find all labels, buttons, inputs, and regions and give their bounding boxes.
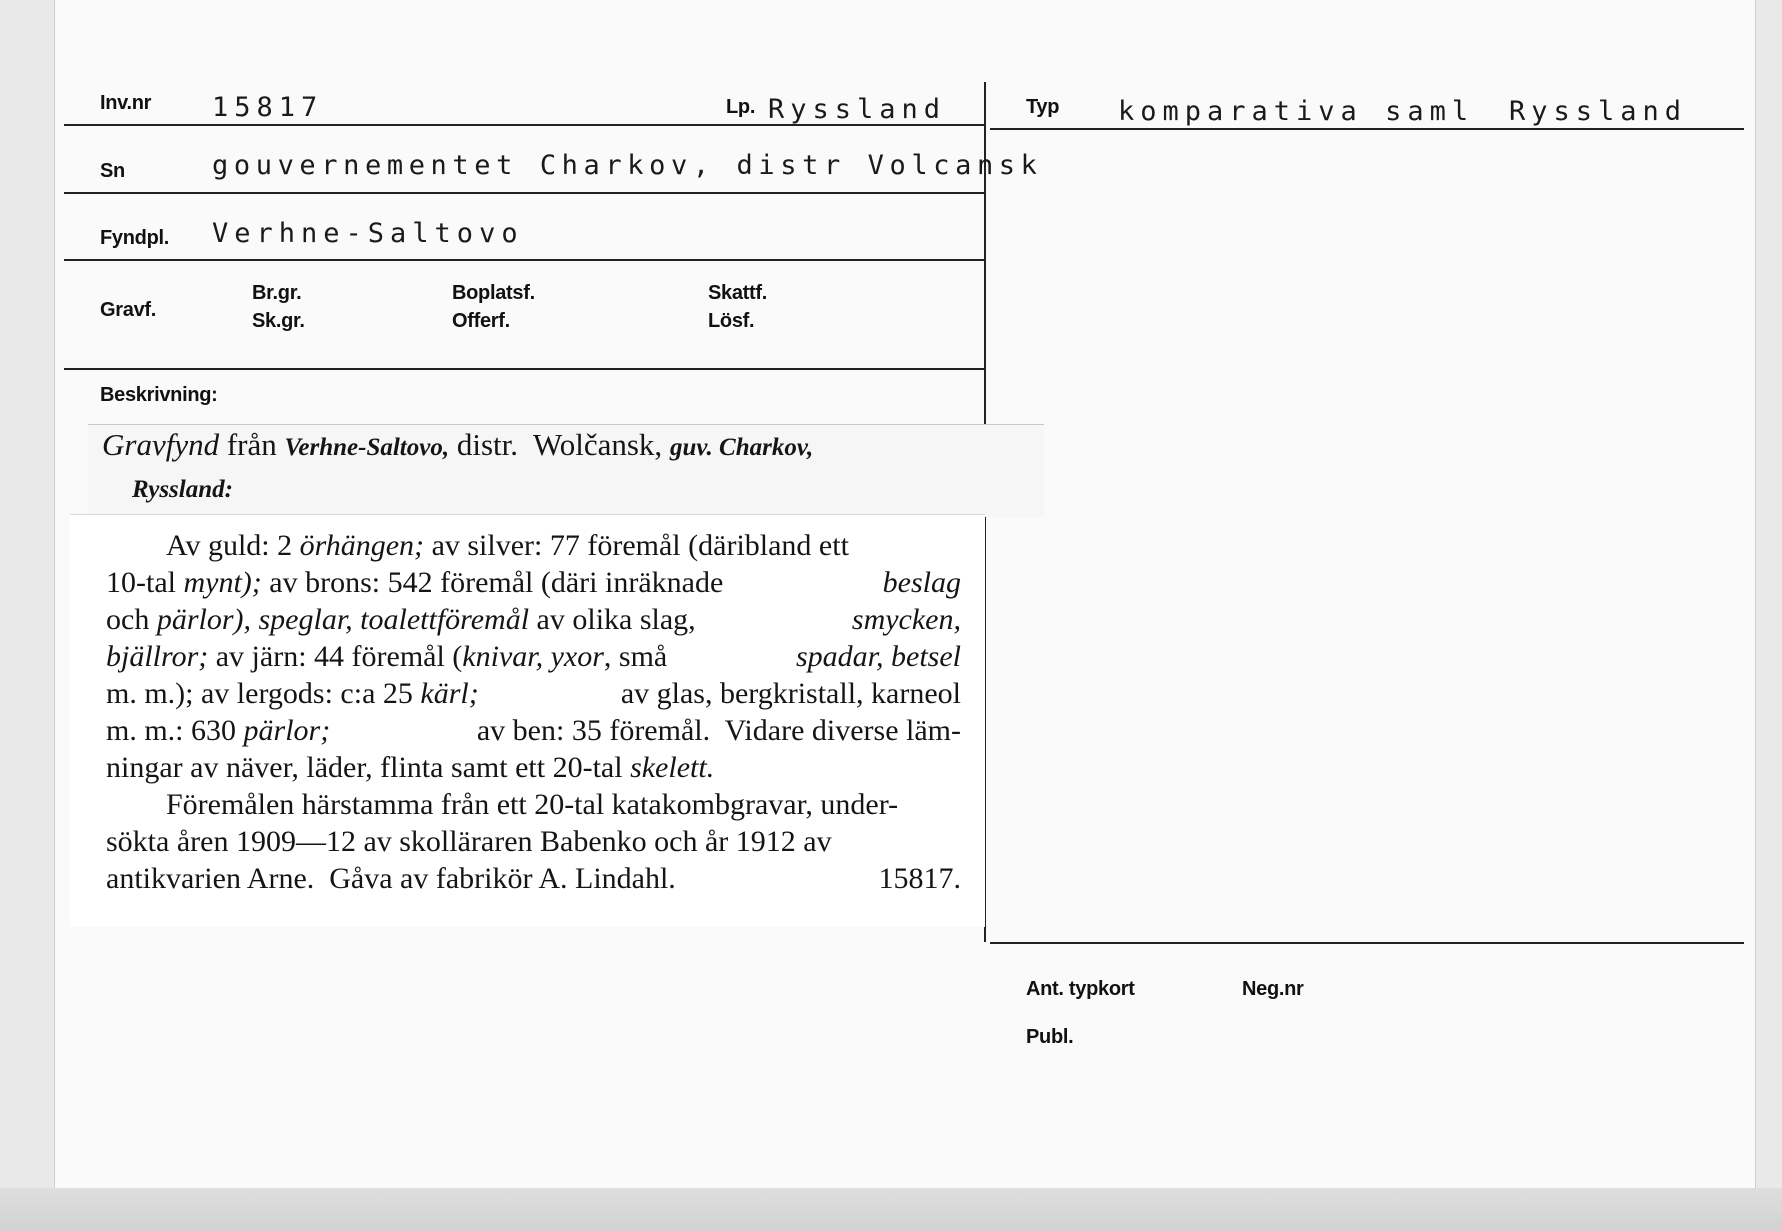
fyndpl-label: Fyndpl.	[100, 227, 170, 249]
clip-word-distr: distr. Wolčansk,	[449, 427, 670, 462]
clip-text: m. m.: 630	[106, 714, 244, 747]
clip-word-guv: guv.	[669, 434, 713, 461]
clip-text: av järn: 44 föremål (	[208, 640, 463, 673]
clip-text: av silver: 77 föremål (däribland ett	[424, 529, 849, 562]
clip-line-1	[166, 529, 961, 563]
clip-text: sökta åren 1909—12 av skolläraren Babenko och år 1912 av	[106, 825, 832, 858]
publ-label: Publ.	[1026, 1026, 1074, 1048]
clip-text-italic: spadar, betsel	[796, 640, 961, 673]
clip-text: 10-tal	[106, 566, 184, 599]
gravf-label: Gravf.	[100, 299, 157, 321]
clip-text-italic: smycken,	[851, 603, 961, 636]
card-bottom-edge	[0, 1188, 1782, 1231]
boplatsf-label: Boplatsf.	[452, 282, 535, 304]
typ-value: komparativa saml	[1118, 96, 1475, 127]
beskrivning-label: Beskrivning:	[100, 384, 218, 406]
clip-inventory-number: 15817.	[878, 862, 961, 895]
sn-label: Sn	[100, 160, 125, 182]
clip-text: Föremålen härstamma från ett 20-tal katakombgravar, under-	[166, 788, 899, 821]
clip-line-9	[106, 825, 961, 859]
typ-label: Typ	[1026, 96, 1060, 118]
clip-line-10	[106, 862, 961, 896]
skattf-label: Skattf.	[708, 282, 768, 304]
clipping-body	[70, 514, 985, 927]
clip-line-7	[106, 751, 961, 785]
clipping-header-line2	[132, 469, 233, 505]
clip-text-italic: bjällror;	[106, 640, 209, 673]
sn-value: gouvernementet Charkov, distr Volcansk	[212, 150, 1043, 181]
clip-text-italic: skelett.	[630, 751, 715, 784]
losf-label: Lösf.	[708, 310, 755, 332]
inv-nr-value: 15817	[212, 92, 324, 123]
typ-country: Ryssland	[1509, 96, 1688, 127]
clip-text: av brons: 542 föremål (däri inräknade	[261, 566, 731, 599]
clip-line-5	[106, 677, 961, 711]
clip-text: av glas, bergkristall, karneol	[613, 677, 961, 710]
fyndpl-value: Verhne-Saltovo	[212, 218, 524, 249]
clipping-header-line1	[102, 427, 813, 463]
clip-text: av olika slag,	[529, 603, 704, 636]
rule-bottom-right	[990, 942, 1744, 944]
skgr-label: Sk.gr.	[252, 310, 305, 332]
clip-word-verhne: Verhne-Saltovo,	[284, 434, 450, 461]
clip-text: antikvarien Arne. Gåva av fabrikör A. Lindahl.	[106, 862, 676, 895]
rule-fyndpl	[64, 259, 984, 261]
clip-text-italic: mynt);	[183, 566, 262, 599]
clip-text: och	[106, 603, 157, 636]
clip-text-italic: kärl;	[420, 677, 479, 710]
clip-word-fran: från	[219, 427, 285, 462]
clip-line-6	[106, 714, 961, 748]
clip-line-2	[106, 566, 961, 600]
clip-text: m. m.); av lergods: c:a 25	[106, 677, 421, 710]
clipping-header	[88, 424, 1044, 517]
clip-text-italic: beslag	[882, 566, 961, 599]
clip-line-3	[106, 603, 961, 637]
clip-line-4	[106, 640, 961, 674]
lp-label: Lp.	[726, 96, 756, 118]
ant-typkort-label: Ant. typkort	[1026, 978, 1135, 1000]
rule-gravf	[64, 368, 984, 370]
clip-word-gravfynd: Gravfynd	[102, 427, 220, 462]
inv-nr-label: Inv.nr	[100, 92, 152, 114]
clip-text: av ben: 35 föremål. Vidare diverse läm-	[469, 714, 961, 747]
rule-typ	[990, 128, 1744, 130]
clip-text: Av guld: 2	[166, 529, 300, 562]
clip-text-italic: knivar, yxor	[462, 640, 604, 673]
rule-sn	[64, 192, 984, 194]
lp-value: Ryssland	[768, 94, 947, 125]
brgr-label: Br.gr.	[252, 282, 302, 304]
offerf-label: Offerf.	[452, 310, 510, 332]
clip-text: , små	[603, 640, 675, 673]
clip-line-8	[166, 788, 961, 822]
clip-word-ryssland: Ryssland:	[132, 476, 233, 503]
neg-nr-label: Neg.nr	[1242, 978, 1304, 1000]
clip-text-italic: örhängen;	[299, 529, 425, 562]
clip-word-charkov: Charkov,	[712, 434, 814, 461]
clip-text-italic: pärlor), speglar, toalettföremål	[156, 603, 530, 636]
clip-text: ningar av näver, läder, flinta samt ett 20-tal	[106, 751, 631, 784]
clip-text-italic: pärlor;	[243, 714, 331, 747]
